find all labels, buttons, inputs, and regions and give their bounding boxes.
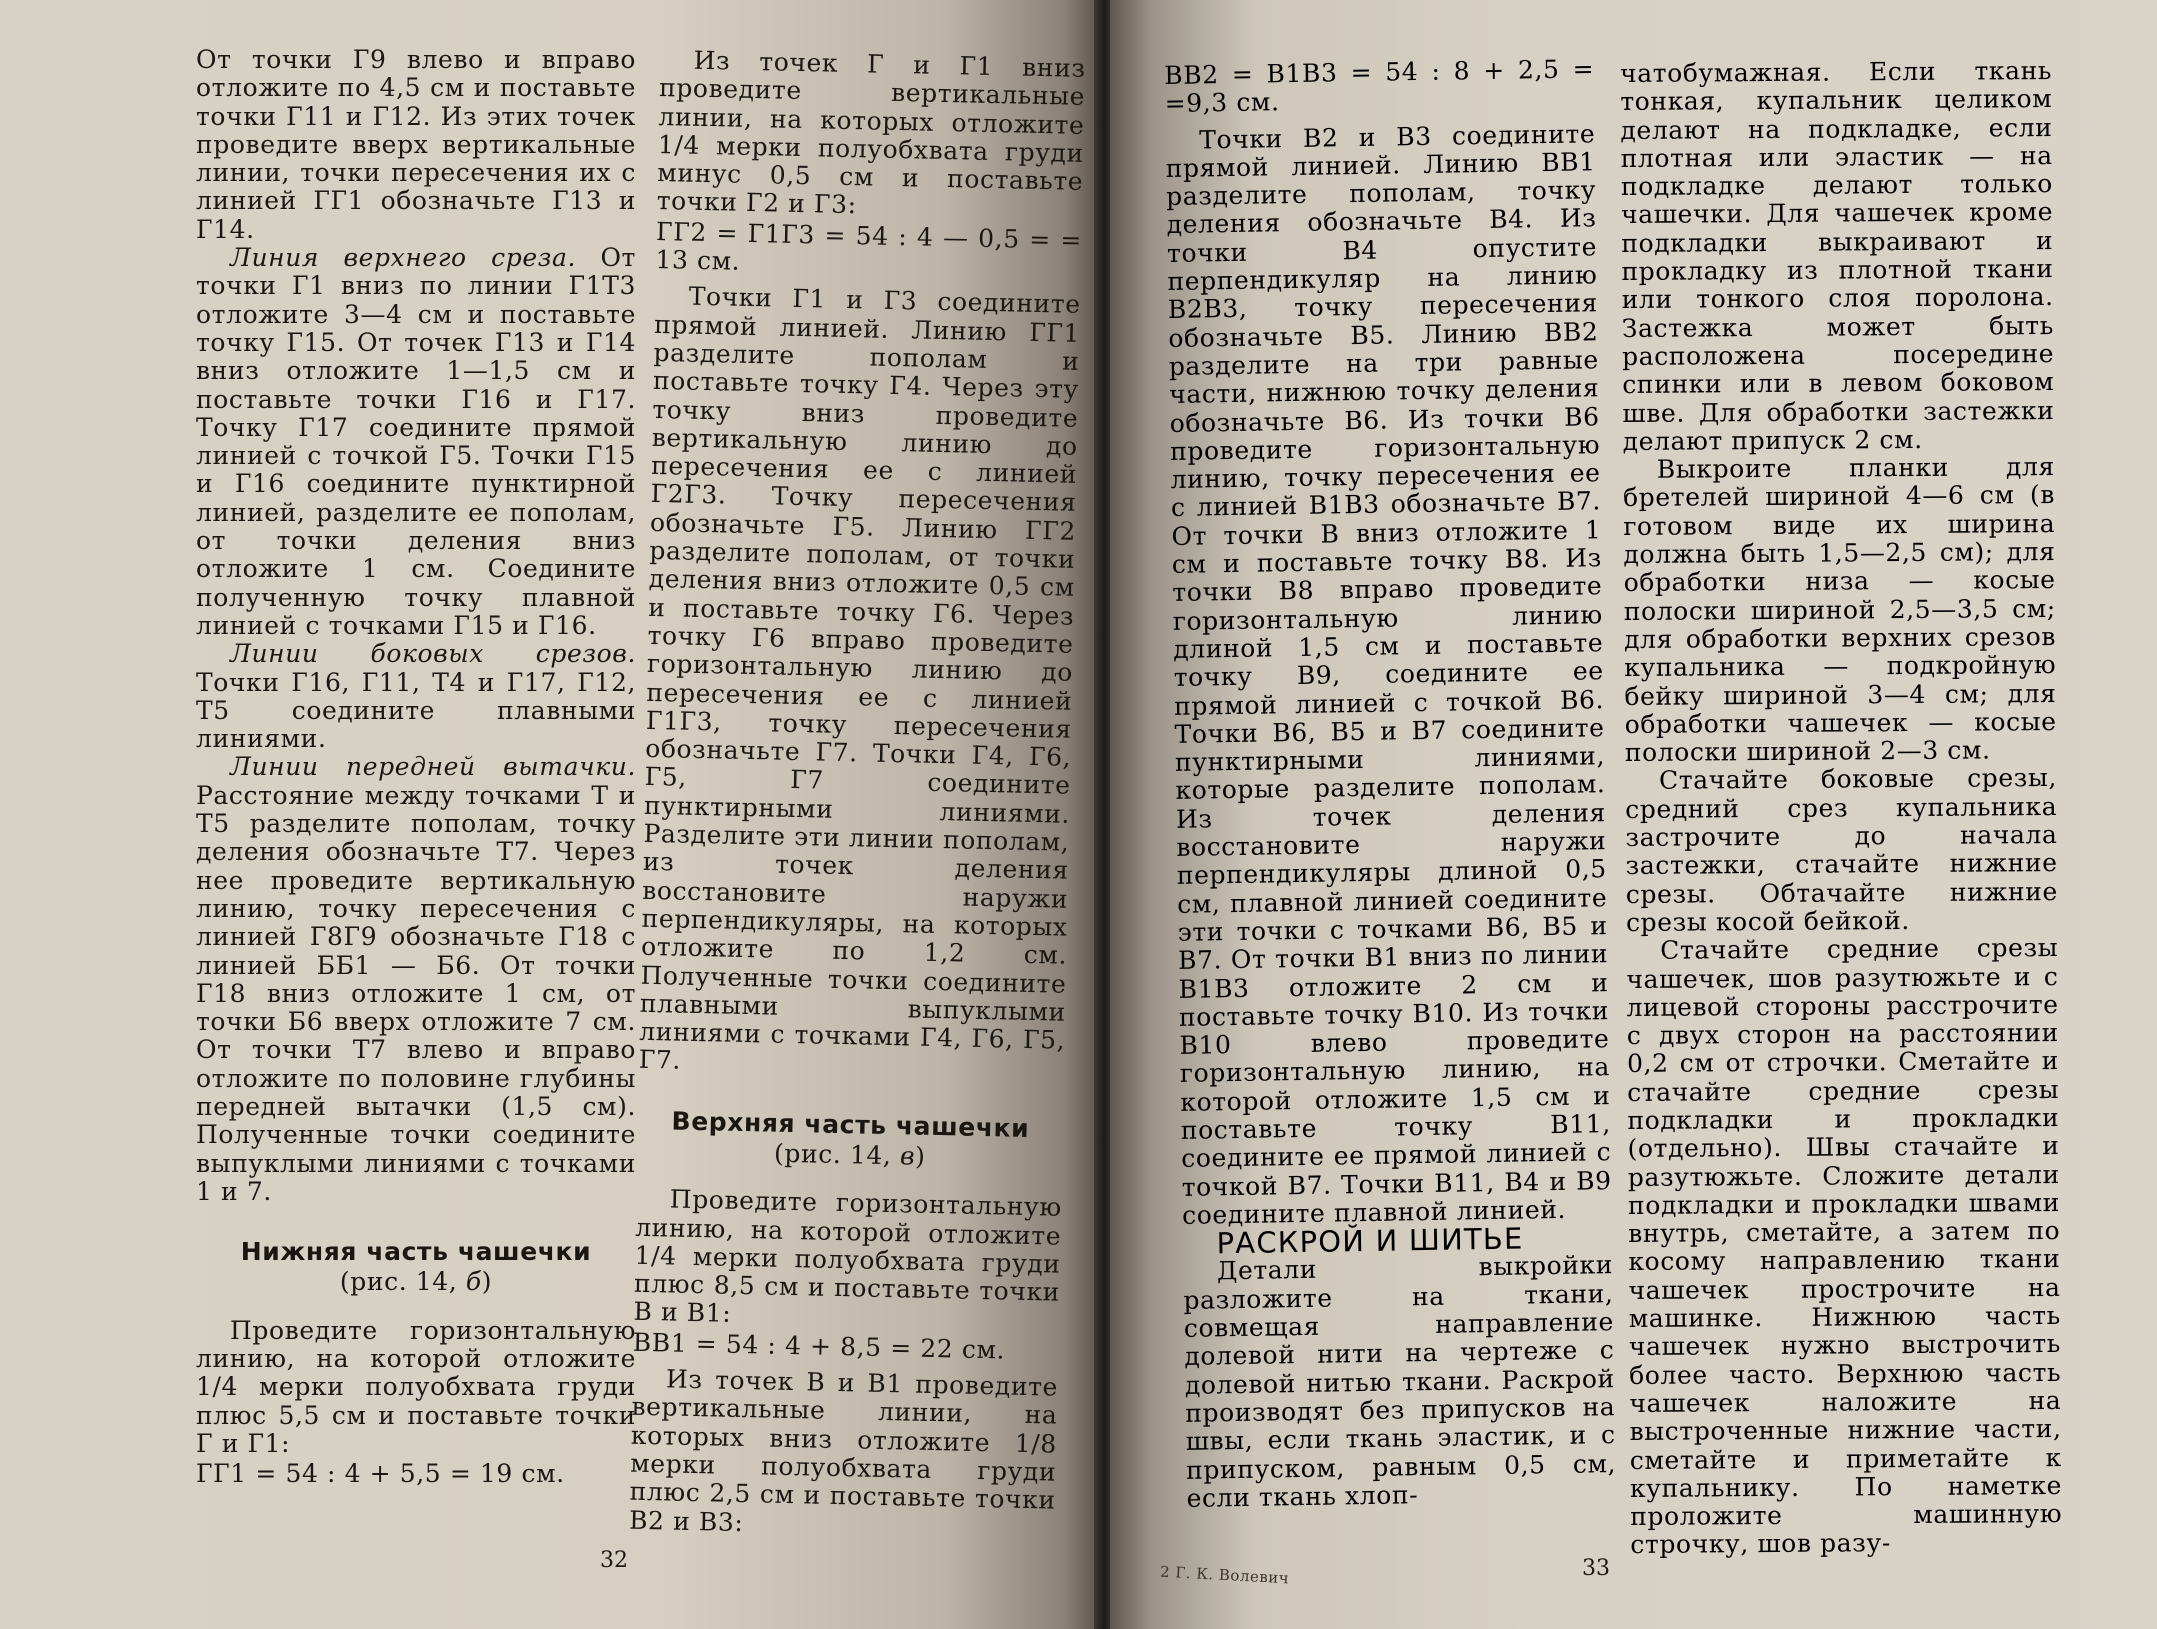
figure-reference-suffix: ) — [481, 1267, 493, 1297]
left-page-column-1 — [196, 46, 636, 1497]
paragraph — [196, 753, 636, 1206]
right-page-column-1 — [1164, 53, 1617, 1513]
paragraph: чатобумажная. Если ткань тонкая, купальник целиком делают на подкладке, если плотная или эластик — на подкладке делают только чашечки. Для чашечек кроме подкладки выкраивают и прокладку из плотной ткани или тонкого слоя поролона. Застежка может быть расположена посередине спинки или в левом боковом шве. Для обработки застежки делают припуск 2 см. — [1619, 55, 2055, 456]
figure-reference — [196, 1268, 636, 1296]
paragraph: Точки Г1 и Г3 соедините прямой линией. Линию ГГ1 разделите пополам и поставьте точку Г4. Через эту точку вниз проведите вертикальную линию до пересечения ее с линией Г2Г3. Точку пересечения обозначьте Г5. Линию ГГ2 разделите пополам, от точки деления вниз отложите 0,5 см и поставьте точку Г6. Через точку Г6 вправо проведите горизонтальную линию до пересечения ее с линией Г1Г3, точку пересечения обозначьте Г7. Точки Г4, Г6, Г5, Г7 соедините пунктирными линиями. Разделите эти линии пополам, из точек деления восстановите наружи перпендикуляры, на которых отложите по 1,2 см. Полученные точки соедините плавными выпуклыми линиями с точками Г4, Г6, Г5, Г7. — [638, 282, 1081, 1076]
paragraph-text: От точки Г1 вниз по линии Г1Т3 отложите 3—4 см и поставьте точку Г15. От точек Г13 и Г14 вниз отложите 1—1,5 см и поставьте точки Г16 и Г17. Точку Г17 соедините прямой линией с точкой Г5. Точки Г15 и Г16 соедините пунктирной линией, разделите ее пополам, от точки деления вниз отложите 1 см. Соедините полученную точку плавной линией с точками Г15 и Г16. — [196, 243, 636, 640]
figure-reference-prefix: (рис. 14, — [773, 1138, 901, 1171]
figure-reference-prefix: (рис. 14, — [339, 1267, 466, 1297]
formula: ВВ1 = 54 : 4 + 8,5 = 22 см. — [632, 1327, 1006, 1365]
formula: ВВ2 = В1В3 = 54 : 8 + 2,5 = =9,3 см. — [1164, 54, 1595, 119]
paragraph: Точки В2 и В3 соедините прямой линией. Линию ВВ1 разделите пополам, точку деления обозначьте В4. Из точки В4 опустите перпендикуляр на линию В2В3, точку пересечения обозначьте В5. Линию ВВ2 разделите на три равные части, нижнюю точку деления обозначьте В6. Из точки В6 проведите горизонтальную линию, точку пересечения ее с линией В1В3 обозначьте В7. От точки В вниз отложите 1 см и поставьте точку В8. Из точки В8 вправо проведите горизонтальную линию длиной 1,5 см и поставьте точку В9, соедините ее прямой линией с точкой В6. Точки В6, В5 и В7 соедините пунктирными линиями, которые разделите пополам. Из точек деления восстановите наружи перпендикуляры длиной 0,5 см, плавной линией соедините эти точки с точками В6, В5 и В7. От точки В1 вниз по линии В1В3 отложите 2 см и поставьте точку В10. Из точки В10 влево проведите горизонтальную линию, на которой отложите 1,5 см и поставьте точку В11, соедините ее прямой линией с точкой В7. Точки В11, В4 и В9 соедините плавной линией. — [1165, 118, 1612, 1230]
paragraph: Стачайте средние срезы чашечек, шов разутюжьте и с лицевой стороны расстрочите с двух сторон на расстоянии 0,2 см от строчки. Сметайте и стачайте средние срезы подкладки и прокладки (отдельно). Швы стачайте и разутюжьте. Сложите детали подкладки и прокладки швами внутрь, сметайте, а затем по косому направлению ткани чашечек прострочите на машинке. Нижнюю часть чашечек нужно выстрочить более часто. Верхнюю часть чашечек наложите на выстроченные нижние части, сметайте и приметайте к купальнику. По наметке проложите машинную строчку, шов разу- — [1626, 933, 2063, 1560]
paragraph: Проведите горизонтальную линию, на которой отложите 1/4 мерки полуобхвата груди плюс 5,5 см и поставьте точки Г и Г1: — [196, 1315, 636, 1458]
paragraph: Проведите горизонтальную линию, на которой отложите 1/4 мерки полуобхвата груди плюс 8,5 см и поставьте точки В и В1: — [633, 1184, 1063, 1329]
paragraph — [196, 640, 636, 753]
paragraph-label: Линии передней вытачки. — [230, 752, 636, 782]
page-number: 33 — [1582, 1556, 1610, 1581]
footer-signature: 2 Г. К. Волевич — [1159, 1562, 1290, 1588]
section-heading: Верхняя часть чашечки — [671, 1106, 1030, 1143]
paragraph: Выкроите планки для бретелей шириной 4—6 см (в готовом виде их ширина должна быть 1,5—2,5 см); для обработки низа — косые полоски шириной 2,5—3,5 см; для обработки верхних срезов купальника — подкройную бейку шириной 3—4 см; для обработки чашечек — косые полоски шириной 2—3 см. — [1622, 452, 2057, 768]
figure-reference-letter: б — [465, 1267, 482, 1297]
figure-reference-suffix: ) — [914, 1141, 926, 1171]
paragraph: От точки Г9 влево и вправо отложите по 4,5 см и поставьте точки Г11 и Г12. Из этих точек проведите вверх вертикальные линии, точки пересечения их с линией ГГ1 обозначьте Г13 и Г14. — [196, 45, 636, 244]
paragraph — [196, 244, 636, 640]
right-page-column-2 — [1620, 57, 2062, 1560]
paragraph-label: Линия верхнего среза. — [230, 243, 577, 273]
left-page-column-2 — [629, 46, 1086, 1543]
paragraph: Стачайте боковые срезы, средний срез купальника застрочите до начала застежки, стачайте нижние срезы. Обтачайте нижние срезы косой бейкой. — [1625, 763, 2058, 937]
paragraph-text: Расстояние между точками Т и Т5 разделите пополам, точку деления обозначьте Т7. Через нее проведите вертикальную линию, точку пересечения с линией Г8Г9 обозначьте Г18 с линией ББ1 — Б6. От точки Г18 вниз отложите 1 см, от точки Б6 вверх отложите 7 см. От точки Т7 влево и вправо отложите по половине глубины передней вытачки (1,5 см). Полученные точки соедините выпуклыми линиями с точками 1 и 7. — [196, 780, 636, 1206]
section-title: РАСКРОЙ И ШИТЬЕ — [1216, 1221, 1524, 1261]
page-number: 32 — [600, 1548, 628, 1573]
paragraph: Из точек В и В1 проведите вертикальные линии, на которых вниз отложите 1/8 мерки полуобхвата груди плюс 2,5 см и поставьте точки В2 и В3: — [628, 1364, 1059, 1537]
paragraph: Из точек Г и Г1 вниз проведите вертикальные линии, на которых отложите 1/4 мерки полуобхвата груди минус 0,5 см и поставьте точки Г2 и Г3: — [656, 45, 1086, 220]
paragraph: Детали выкройки разложите на ткани, совмещая направление долевой нити на чертеже с долевой нитью ткани. Раскрой производят без припусков на швы, если ткань эластик, и с припуском, равным 0,5 см, если ткань хлоп- — [1183, 1250, 1617, 1513]
paragraph-text: Точки Г16, Г11, Т4 и Г17, Г12, Т5 соедините плавными линиями. — [196, 667, 636, 754]
figure-reference-letter: в — [899, 1141, 916, 1171]
formula: ГГ2 = Г1Г3 = 54 : 4 — 0,5 = = 13 см. — [655, 216, 1083, 276]
paragraph-label: Линии боковых срезов. — [230, 639, 636, 669]
formula: ГГ1 = 54 : 4 + 5,5 = 19 см. — [196, 1459, 565, 1489]
section-heading: Нижняя часть чашечки — [240, 1237, 592, 1267]
